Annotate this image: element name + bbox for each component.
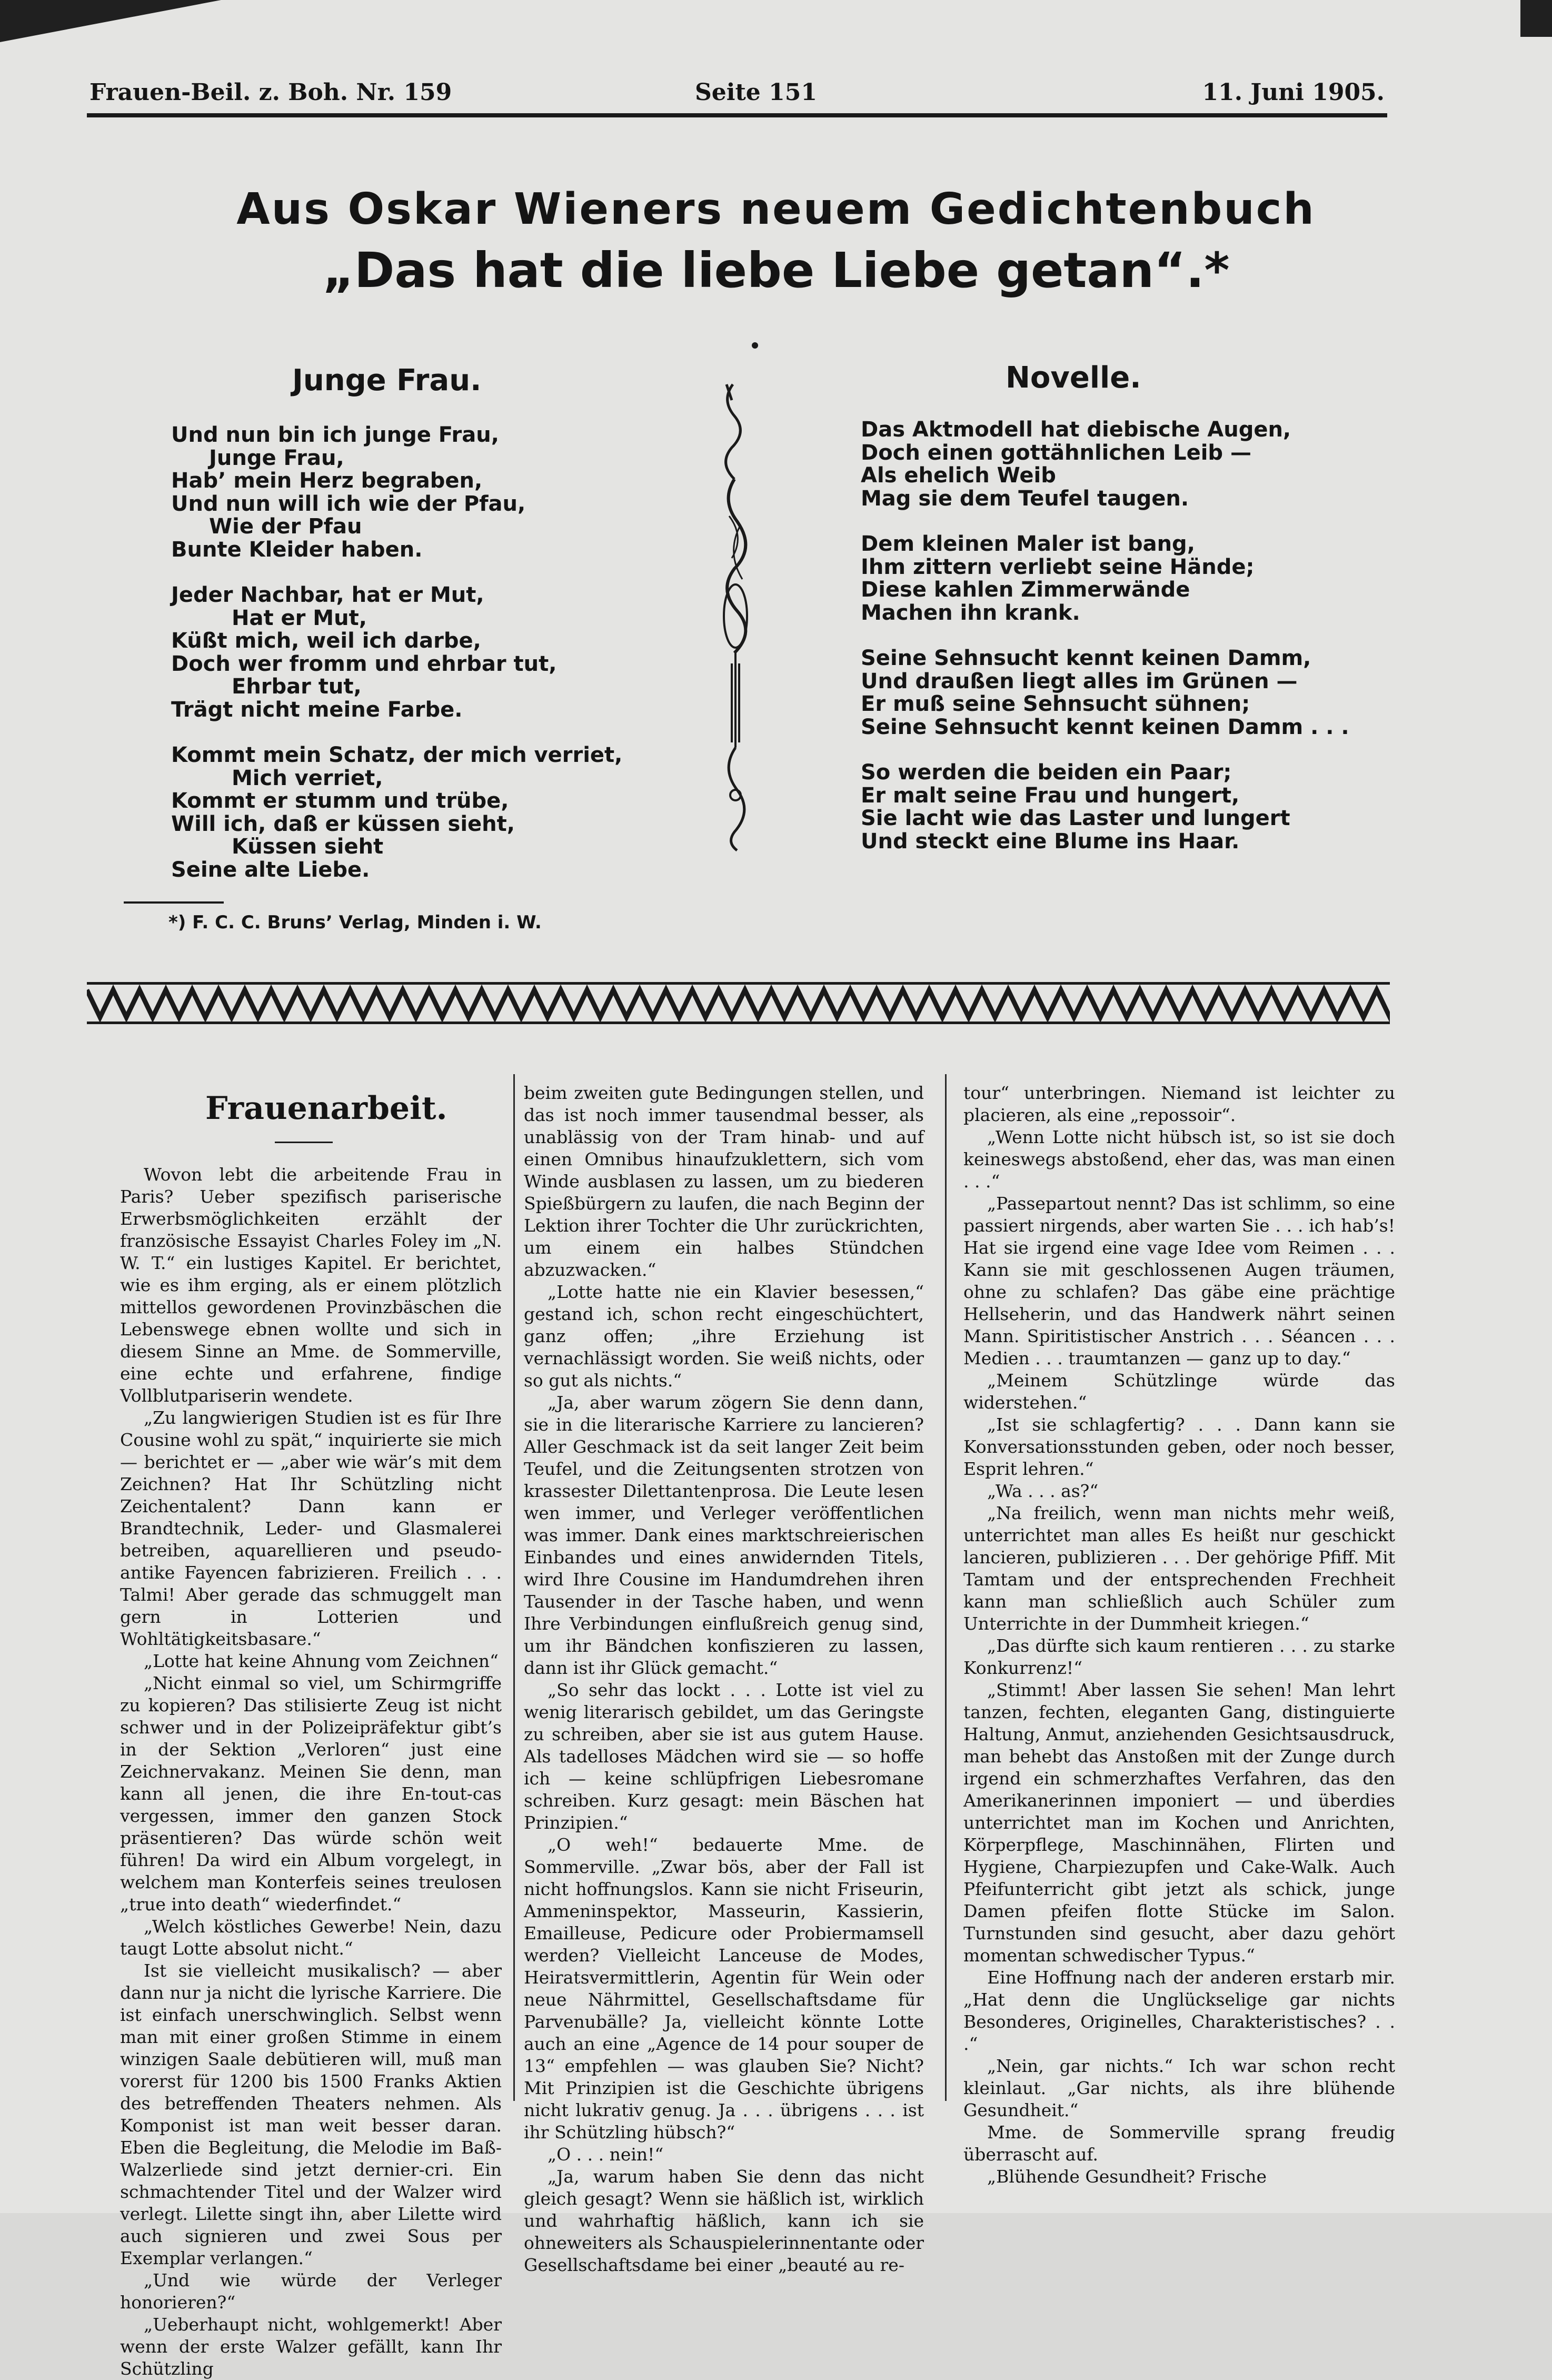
- folded-corner: [0, 0, 221, 42]
- decorative-border: [87, 979, 1390, 1027]
- page-edge-shadow: [1520, 0, 1552, 37]
- article-paragraph: „So sehr das lockt . . . Lotte ist viel zu wenig literarisch gebildet, um das Geringste zu schreiben, aber sie ist aus gutem Hause. Als tadelloses Mädchen wird sie — so hoffe ich — keine schlüpfrigen Liebesromane schreiben. Kurz gesagt: mein Bäschen hat Prinzipien.“: [524, 1680, 924, 1833]
- article-paragraph: „Na freilich, wenn man nichts mehr weiß, unterrichtet man alles Es heißt nur geschickt lancieren, publizieren . . . Der gehörige Pfiff. Mit Tamtam und der entsprechenden Frechheit kann man schließlich auch Schüler zum Unterrichte in der Dummheit kriegen.“: [963, 1503, 1395, 1634]
- stanza-break: [171, 721, 622, 744]
- poem-line: Und draußen liegt alles im Grünen —: [861, 669, 1298, 693]
- poem-line: Er malt seine Frau und hungert,: [861, 783, 1240, 808]
- main-title: Aus Oskar Wieners neuem Gedichtenbuch: [236, 184, 1316, 234]
- article-paragraph: „Das dürfte sich kaum rentieren . . . zu starke Konkurrenz!“: [963, 1635, 1395, 1678]
- article-paragraph: „Ueberhaupt nicht, wohlgemerkt! Aber wenn der erste Walzer gefällt, kann Ihr Schützling: [120, 2314, 502, 2379]
- header-rule: [87, 113, 1387, 117]
- stanza-break: [171, 561, 622, 584]
- article-paragraph: „Ja, aber warum zögern Sie denn dann, sie in die literarische Karriere zu lancieren? Aller Geschmack ist da seit langer Zeit beim Teufel, und die Zeitungsenten strotzen von krassester Dilettantenprosa. Die Leute lesen wen immer, und Verleger veröffentlichen was immer. Dank eines marktschreierischen Einbandes und eines anwidernden Titels, wird Ihre Cousine im Handumdrehen ihren Tausender in der Tasche haben, und wenn Ihre Verbindungen einflußreich genug sind, um ihr Bändchen konfiszieren zu lassen, dann ist ihr Glück gemacht.“: [524, 1392, 924, 1678]
- poem-line: Bunte Kleider haben.: [171, 537, 423, 562]
- article-paragraph: Wovon lebt die arbeitende Frau in Paris? Ueber spezifisch pariserische Erwerbsmöglichkeiten erzählt der französische Essayist Charles Foley im „N. W. T.“ ein lustiges Kapitel. Er berichtet, wie es ihm erging, als er einem plötzlich mittellos gewordenen Provinzbäschen die Lebenswege ebnen wollte und sich in diesem Sinne an Mme. de Sommerville, eine echte und erfahrene, findige Vollblutpariserin wendete.: [120, 1164, 502, 1406]
- article-paragraph: „Meinem Schützlinge würde das widerstehen.“: [963, 1370, 1395, 1413]
- poem-title-novelle: Novelle.: [1006, 361, 1141, 395]
- poem-line: Ihm zittern verliebt seine Hände;: [861, 554, 1255, 579]
- poem-line: Seine alte Liebe.: [171, 857, 370, 882]
- poem-line: Doch einen gottähnlichen Leib —: [861, 440, 1251, 465]
- column-divider: [513, 1074, 515, 2101]
- poem-line: Seine Sehnsucht kennt keinen Damm . . .: [861, 715, 1349, 739]
- article-paragraph: „Stimmt! Aber lassen Sie sehen! Man lehrt tanzen, fechten, eleganten Gang, distinguierte Haltung, Anmut, anziehenden Gesichtsausdruck, man behebt das Anstoßen mit der Zunge durch irgend ein schmerzhaftes Verfahren, das den Amerikanerinnen imponiert — und überdies unterrichtet man im Kochen und Anrichten, Körperpflege, Maschinnähen, Flirten und Hygiene, Charpiezupfen und Cake-Walk. Auch Pfeifunterricht gibt jetzt als schick, junge Damen pfeifen flotte Stücke im Salon. Turnstunden sind gesucht, aber dazu gehört momentan schwedischer Typus.“: [963, 1680, 1395, 1966]
- article-paragraph: Ist sie vielleicht musikalisch? — aber dann nur ja nicht die lyrische Karriere. Die ist einfach unerschwinglich. Selbst wenn man mit einer großen Stimme in einem winzigen Saale debütieren will, muß man vorerst für 1200 bis 1500 Franks Aktien des betreffenden Theaters nehmen. Als Komponist ist man weit besser daran. Eben die Begleitung, die Melodie im Baß-Walzerliede sind jetzt dernier-cri. Ein schmachtender Titel und der Walzer wird verlegt. Lilette singt ihn, aber Lilette wird auch signieren und zwei Sous per Exemplar verlangen.“: [120, 1960, 502, 2268]
- header-publication: Frauen-Beil. z. Boh. Nr. 159: [89, 79, 452, 106]
- article-paragraph: „Lotte hatte nie ein Klavier besessen,“ gestand ich, schon recht eingeschüchtert, ganz offen; „ihre Erziehung ist vernachlässigt worden. Sie weiß nichts, oder so gut als nichts.“: [524, 1282, 924, 1391]
- poem-line: Und steckt eine Blume ins Haar.: [861, 829, 1240, 854]
- article-paragraph: „Nicht einmal so viel, um Schirmgriffe zu kopieren? Das stilisierte Zeug ist nicht schwer und in der Polizeipräfektur gibt’s in der Sektion „Verloren“ just eine Zeichnervakanz. Meinen Sie denn, man kann all jenen, die ihre En-tout-cas vergessen, immer den ganzen Stock präsentieren? Das würde schön weit führen! Da wird ein Album vorgelegt, in welchem man Konterfeis seines treulosen „true into death“ wiederfindet.“: [120, 1673, 502, 1915]
- poem-line: Hab’ mein Herz begraben,: [171, 469, 483, 493]
- article-paragraph: „Nein, gar nichts.“ Ich war schon recht kleinlaut. „Gar nichts, als ihre blühende Gesundheit.“: [963, 2056, 1395, 2120]
- article-paragraph: „Zu langwierigen Studien ist es für Ihre Cousine wohl zu spät,“ inquirierte sie mich — berichtet er — „aber wie wär’s mit dem Zeichnen? Hat Ihr Schützling nicht Zeichentalent? Dann kann er Brandtechnik, Leder- und Glasmalerei betreiben, aquarellieren und pseudo-antike Fayencen fabrizieren. Freilich . . . Talmi! Aber gerade das schmuggelt man gern in Lotterien und Wohltätigkeitsbasare.“: [120, 1407, 502, 1649]
- main-subtitle: „Das hat die liebe Liebe getan“.*: [322, 242, 1230, 299]
- ornament-dot: [752, 342, 758, 349]
- stanza-break: [861, 739, 1349, 761]
- article-paragraph: „Blühende Gesundheit? Frische: [987, 2166, 1267, 2187]
- poem-line: Doch wer fromm und ehrbar tut,: [171, 651, 557, 676]
- article-paragraph: „Lotte hat keine Ahnung vom Zeichnen“: [144, 1651, 499, 1671]
- poem-line: Machen ihn krank.: [861, 600, 1080, 625]
- header-page-number: Seite 151: [695, 79, 817, 106]
- article-paragraph: „Wa . . . as?“: [987, 1481, 1099, 1501]
- poem-line: Das Aktmodell hat diebische Augen,: [861, 418, 1291, 442]
- article-heading: Frauenarbeit.: [205, 1090, 447, 1127]
- article-paragraph: Eine Hoffnung nach der anderen erstarb mir. „Hat denn die Unglückselige gar nichts Besonderes, Originelles, Charakteristisches? . . .“: [963, 1967, 1395, 2054]
- poem-line: Kommt mein Schatz, der mich verriet,: [171, 743, 623, 767]
- article-heading-rule: [275, 1142, 333, 1143]
- poem-line: Jeder Nachbar, hat er Mut,: [171, 583, 484, 607]
- article-paragraph: „Passepartout nennt? Das ist schlimm, so eine passiert nirgends, aber warten Sie . . . ich hab’s! Hat sie irgend eine vage Idee vom Reimen . . . Kann sie mit geschlossenen Augen träumen, ohne zu schlafen? Das gäbe eine prächtige Hellseherin, und das Handwerk nährt seinen Mann. Spiritistischer Anstrich . . . Séancen . . . Medien . . . traumtanzen — ganz up to day.“: [963, 1193, 1395, 1368]
- article-paragraph: „Ist sie schlagfertig? . . . Dann kann sie Konversationsstunden geben, oder noch besser, Esprit lehren.“: [963, 1414, 1395, 1479]
- poem-title-junge-frau: Junge Frau.: [292, 363, 482, 398]
- poem-line: Küssen sieht: [232, 835, 384, 859]
- poem-line: Mich verriet,: [232, 766, 383, 790]
- article-paragraph: „Und wie würde der Verleger honorieren?“: [120, 2270, 502, 2313]
- article-paragraph: beim zweiten gute Bedingungen stellen, und das ist noch immer tausendmal besser, als unablässig von der Tram hinab- und auf einen Omnibus hinaufzuklettern, sich vom Winde ausblasen zu lassen, um zu biederen Spießbürgern zu laufen, die nach Beginn der Lektion ihrer Tochter die Uhr zurückrichten, um einem ein halbes Stündchen abzuzwacken.“: [524, 1083, 924, 1280]
- footnote-rule: [124, 901, 224, 904]
- poem-line: Mag sie dem Teufel taugen.: [861, 486, 1189, 511]
- poem-line: Junge Frau,: [209, 445, 344, 470]
- poem-novelle: [861, 419, 1349, 853]
- article-paragraph: „O . . . nein!“: [548, 2144, 664, 2165]
- article-column-3: [963, 1082, 1395, 2188]
- poem-line: Will ich, daß er küssen sieht,: [171, 811, 515, 836]
- poem-line: Hat er Mut,: [232, 606, 367, 630]
- article-column-1: [120, 1164, 502, 2380]
- article-paragraph: „O weh!“ bedauerte Mme. de Sommerville. „Zwar bös, aber der Fall ist nicht hoffnungslos. Kann sie nicht Friseurin, Ammeninspektor, Masseurin, Kassierin, Emailleuse, Pedicure oder Probiermamsell werden? Vielleicht Lanceuse de Modes, Heiratsvermittlerin, Agentin für Wein oder neue Nährmittel, Gesellschaftsdame für Parvenubälle? Ja, vielleicht könnte Lotte auch an eine „Agence de 14 pour souper de 13“ empfehlen — was glauben Sie? Nicht? Mit Prinzipien ist die Geschichte übrigens nicht lukrativ genug. Ja . . . übrigens . . . ist ihr Schützling hübsch?“: [524, 1834, 924, 2143]
- poem-junge-frau: [171, 424, 622, 881]
- article-paragraph: tour“ unterbringen. Niemand ist leichter zu placieren, als eine „repossoir“.: [963, 1083, 1395, 1125]
- poem-line: Sie lacht wie das Laster und lungert: [861, 806, 1290, 830]
- poem-line: Wie der Pfau: [209, 514, 362, 539]
- article-column-2: [524, 1082, 924, 2276]
- poem-line: Als ehelich Weib: [861, 463, 1056, 488]
- poem-line: Seine Sehnsucht kennt keinen Damm,: [861, 646, 1311, 670]
- header-date: 11. Juni 1905.: [1202, 79, 1385, 106]
- stanza-break: [861, 624, 1349, 647]
- article-paragraph: Mme. de Sommerville sprang freudig überrascht auf.: [963, 2122, 1395, 2165]
- vertical-ornament: [705, 379, 763, 853]
- poem-line: Dem kleinen Maler ist bang,: [861, 532, 1195, 556]
- footnote: *) F. C. C. Bruns’ Verlag, Minden i. W.: [168, 912, 542, 933]
- article-paragraph: „Welch köstliches Gewerbe! Nein, dazu taugt Lotte absolut nicht.“: [120, 1916, 502, 1959]
- poem-line: Er muß seine Sehnsucht sühnen;: [861, 692, 1250, 716]
- article-paragraph: „Wenn Lotte nicht hübsch ist, so ist sie doch keineswegs abstoßend, eher das, was man einen . . .“: [963, 1127, 1395, 1192]
- poem-line: Diese kahlen Zimmerwände: [861, 578, 1190, 602]
- poem-line: Und nun will ich wie der Pfau,: [171, 491, 526, 516]
- column-divider: [945, 1074, 947, 2101]
- stanza-break: [861, 510, 1349, 533]
- article-paragraph: „Ja, warum haben Sie denn das nicht gleich gesagt? Wenn sie häßlich ist, wirklich und wahrhaftig häßlich, kann ich sie ohneweiters als Schauspielerinnentante oder Gesellschaftsdame bei einer „beauté au re-: [524, 2166, 924, 2275]
- poem-line: Trägt nicht meine Farbe.: [171, 697, 463, 722]
- poem-line: Und nun bin ich junge Frau,: [171, 423, 499, 447]
- poem-line: Ehrbar tut,: [232, 675, 362, 699]
- page-header: [89, 79, 1385, 116]
- poem-line: Küßt mich, weil ich darbe,: [171, 629, 481, 653]
- poem-line: So werden die beiden ein Paar;: [861, 760, 1232, 785]
- poem-line: Kommt er stumm und trübe,: [171, 789, 509, 813]
